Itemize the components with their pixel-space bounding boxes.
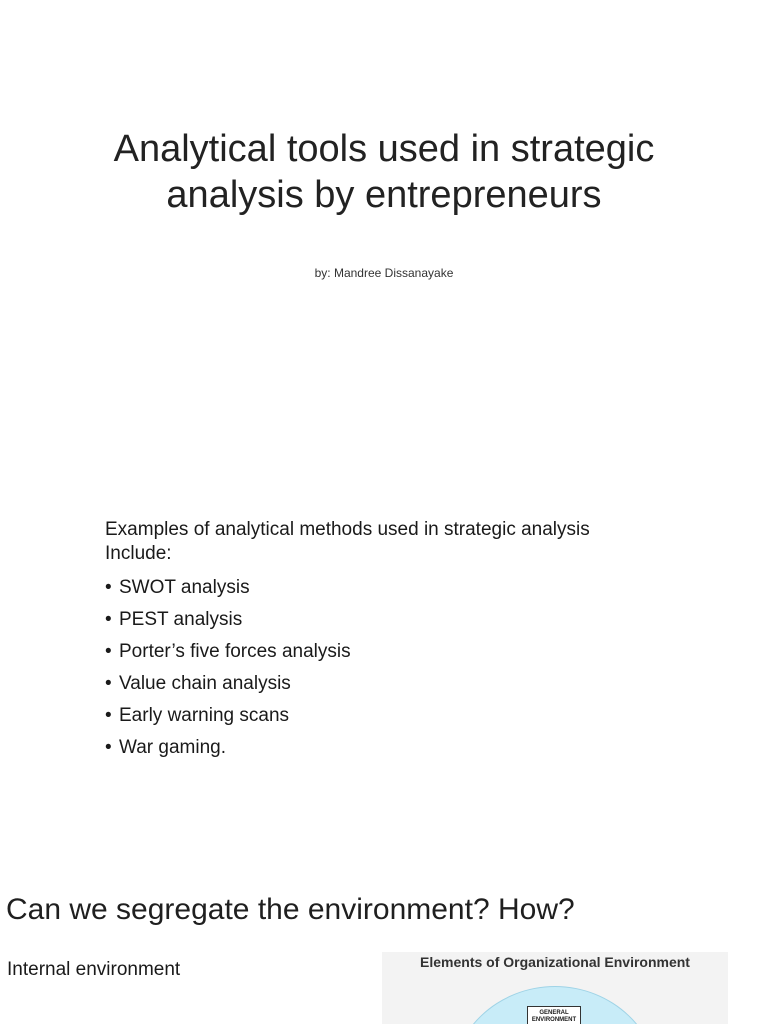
bullet-icon: • <box>105 609 112 630</box>
presentation-title <box>40 126 728 218</box>
intro-line-1: Examples of analytical methods used in strategic analysis <box>105 519 590 540</box>
environment-figure <box>382 952 728 1024</box>
list-item <box>105 732 351 764</box>
list-item <box>105 604 351 636</box>
bullet-icon: • <box>105 577 112 598</box>
environment-heading: Can we segregate the environment? How? <box>6 893 575 926</box>
figure-title: Elements of Organizational Environment <box>420 954 690 970</box>
general-environment-box <box>527 1006 581 1024</box>
list-item <box>105 572 351 604</box>
intro-line-2: Include: <box>105 543 172 564</box>
title-line-2: analysis by entrepreneurs <box>166 174 602 216</box>
list-item <box>105 636 351 668</box>
examples-slide <box>0 430 768 860</box>
box-line-1: GENERAL <box>539 1010 569 1016</box>
environment-slide <box>0 860 768 1024</box>
list-item <box>105 700 351 732</box>
list-item <box>105 668 351 700</box>
bullet-icon: • <box>105 673 112 694</box>
list-item-text: War gaming. <box>119 737 226 758</box>
methods-list <box>105 572 351 764</box>
internal-environment-label: Internal environment <box>7 959 181 980</box>
author-byline: by: Mandree Dissanayake <box>314 266 454 280</box>
list-item-text: Porter’s five forces analysis <box>119 641 351 662</box>
list-item-text: SWOT analysis <box>119 577 250 598</box>
bullet-icon: • <box>105 737 112 758</box>
list-item-text: Early warning scans <box>119 705 290 726</box>
title-line-1: Analytical tools used in strategic <box>113 128 655 170</box>
bullet-icon: • <box>105 641 112 662</box>
list-item-text: Value chain analysis <box>119 673 291 694</box>
title-slide <box>0 0 768 430</box>
box-line-2: ENVIRONMENT <box>531 1017 577 1023</box>
bullet-icon: • <box>105 705 112 726</box>
list-item-text: PEST analysis <box>119 609 243 630</box>
examples-intro <box>105 518 665 566</box>
